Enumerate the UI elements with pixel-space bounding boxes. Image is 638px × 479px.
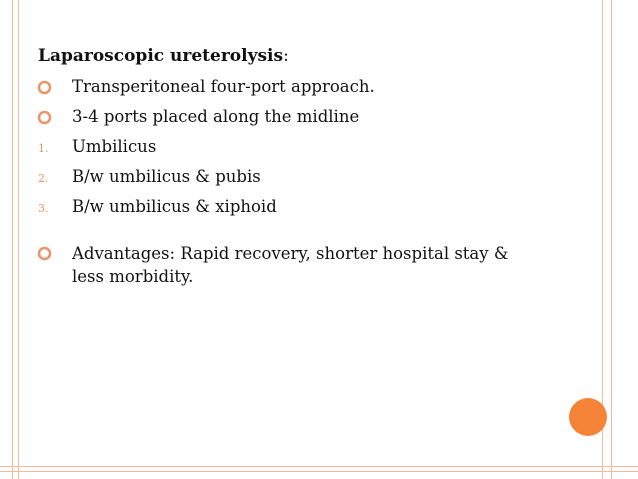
list-item-2 bbox=[38, 106, 578, 128]
list-item-text: 3-4 ports placed along the midline bbox=[72, 107, 360, 126]
list-item-4 bbox=[38, 166, 578, 188]
list-item-text: Advantages: Rapid recovery, shorter hospital stay & less morbidity. bbox=[72, 244, 509, 286]
slide-heading bbox=[38, 45, 578, 67]
list-number: 1. bbox=[38, 142, 49, 155]
list-item-6 bbox=[38, 242, 578, 288]
slide-body bbox=[38, 45, 578, 296]
border-line-bottom-outer bbox=[0, 471, 638, 472]
circle-bullet-icon bbox=[36, 79, 53, 96]
border-line-right-outer bbox=[611, 0, 612, 479]
heading-bold: Laparoscopic ureterolysis bbox=[38, 46, 284, 66]
list-item-text: B/w umbilicus & xiphoid bbox=[72, 197, 277, 216]
border-line-bottom bbox=[0, 466, 638, 467]
accent-circle bbox=[569, 398, 607, 436]
circle-bullet-icon bbox=[36, 109, 53, 126]
list-number: 3. bbox=[38, 202, 49, 215]
list-number: 2. bbox=[38, 172, 49, 185]
spacer bbox=[38, 226, 578, 242]
list-item-5 bbox=[38, 196, 578, 218]
border-line-left-inner bbox=[18, 0, 19, 479]
list-item-1 bbox=[38, 76, 578, 98]
list-item-text: Transperitoneal four-port approach. bbox=[72, 77, 375, 96]
list-item-text: B/w umbilicus & pubis bbox=[72, 167, 261, 186]
heading-colon: : bbox=[283, 46, 289, 66]
border-line-left bbox=[12, 0, 13, 479]
list-item-text: Umbilicus bbox=[72, 137, 157, 156]
circle-bullet-icon bbox=[36, 245, 53, 262]
list-item-3 bbox=[38, 136, 578, 158]
